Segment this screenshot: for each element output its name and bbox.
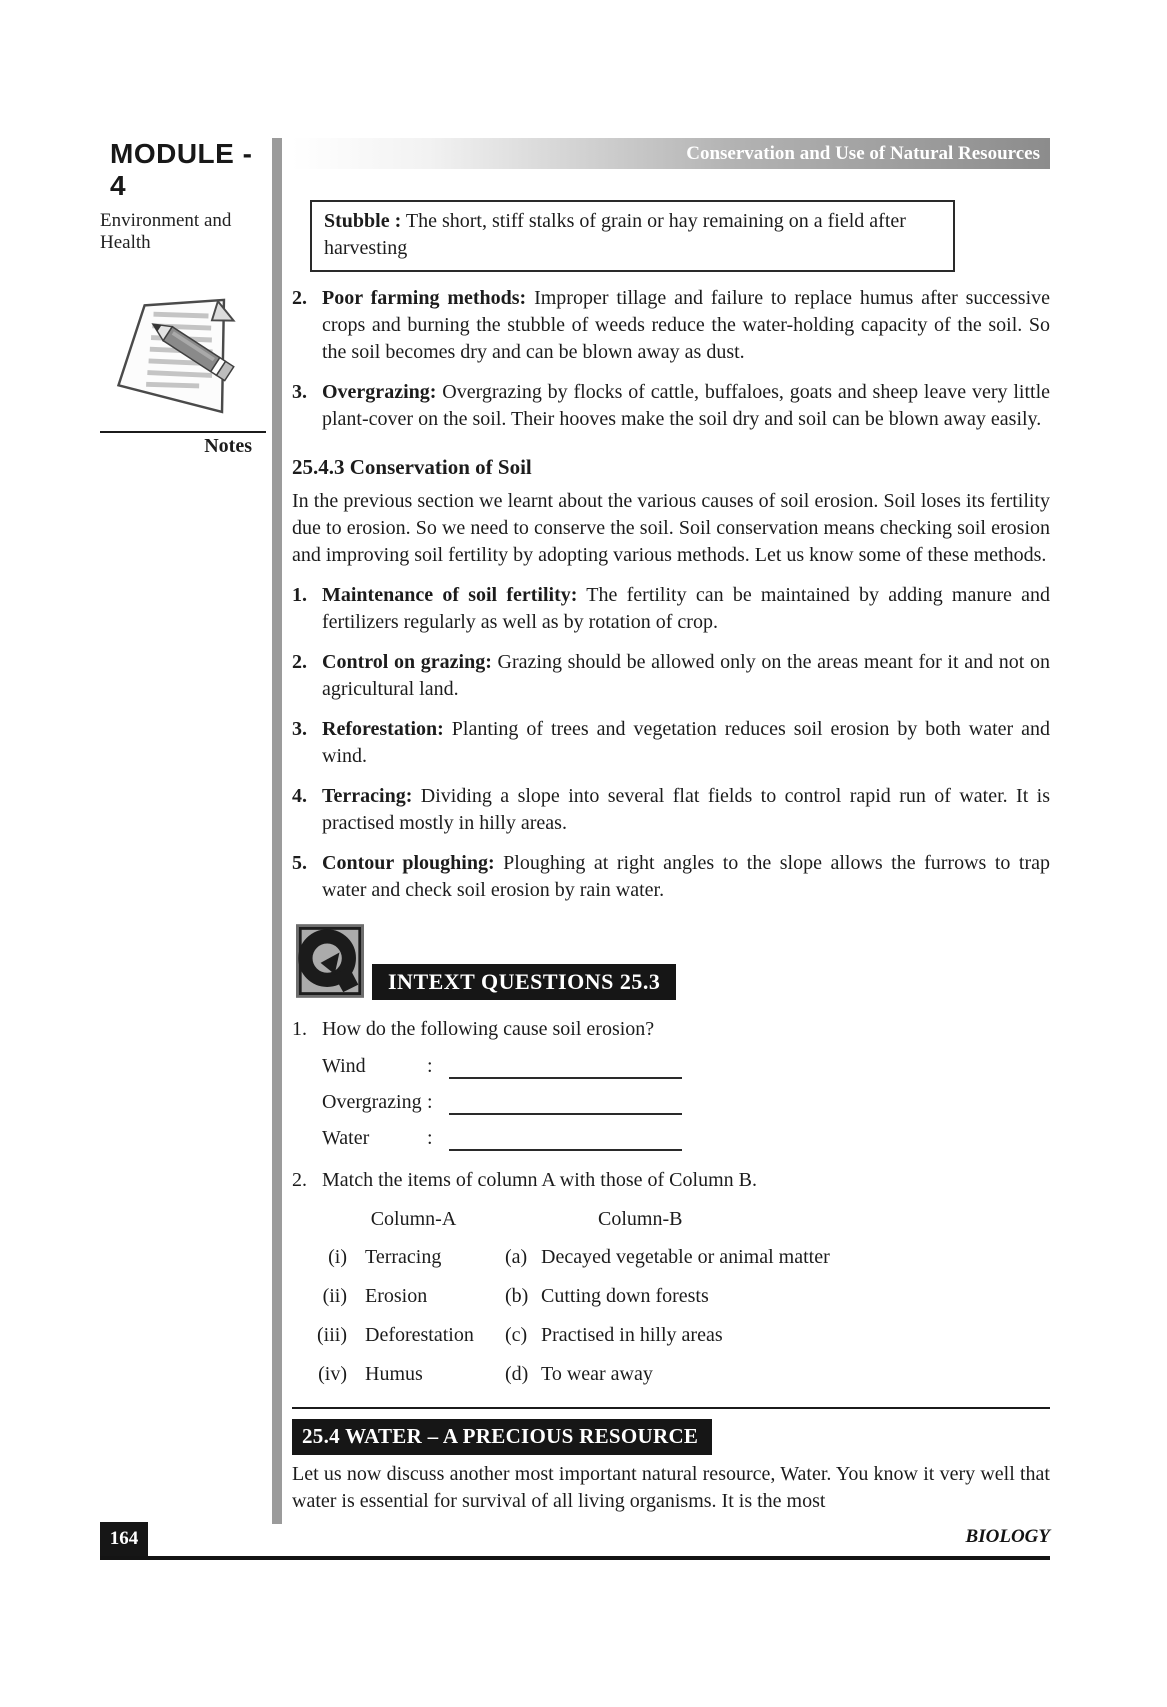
match-b-item: Cutting down forests (541, 1285, 709, 1307)
item-text: Dividing a slope into several flat fields to control rapid run of water. It is practised mostly in hilly areas. (322, 785, 1051, 834)
answer-blank-line (449, 1127, 682, 1151)
answer-colon: : (427, 1091, 433, 1113)
question-number: 1. (292, 1018, 307, 1040)
item-title: Overgrazing: (322, 381, 437, 403)
answer-row-overgrazing (322, 1089, 1050, 1115)
item-title: Control on grazing: (322, 651, 492, 673)
item-number: 2. (292, 651, 307, 673)
module-subtitle: Environment and Health (100, 210, 232, 253)
match-row (292, 1361, 1050, 1387)
column-a-header: Column-A (370, 1208, 457, 1230)
match-a-item: Humus (365, 1363, 423, 1385)
match-b-letter: (b) (505, 1285, 529, 1307)
water-section-heading: 25.4 WATER – A PRECIOUS RESOURCE (292, 1419, 712, 1455)
item-title: Terracing: (322, 785, 413, 807)
match-a-item: Deforestation (365, 1324, 474, 1346)
chapter-header-banner: Conservation and Use of Natural Resources (292, 138, 1050, 169)
answer-label: Water (322, 1127, 370, 1149)
item-text: Ploughing at right angles to the slope allows the furrows to trap water and check soil erosion by rain water. (322, 852, 1050, 901)
item-text: The fertility can be maintained by adding manure and fertilizers regularly as well as by rotation of crop. (322, 584, 1051, 633)
notes-icon (102, 282, 260, 424)
item-text: Overgrazing by flocks of cattle, buffaloes, goats and sheep leave very little plant-cover on the soil. Their hooves make the soil dry and soil can be blown away easily. (322, 381, 1050, 430)
answer-label: Wind (322, 1055, 366, 1077)
answer-row-wind (322, 1053, 1050, 1079)
match-a-number: (iv) (318, 1363, 347, 1385)
item-body (322, 379, 1050, 433)
item-number: 2. (292, 287, 307, 309)
list-item (292, 285, 1050, 366)
item-text: Planting of trees and vegetation reduces soil erosion by both water and wind. (322, 718, 1050, 767)
item-title: Maintenance of soil fertility: (322, 584, 578, 606)
match-a-item: Terracing (365, 1246, 442, 1268)
match-row (292, 1244, 1050, 1270)
question-text: Match the items of column A with those of Column B. (322, 1169, 757, 1191)
item-number: 4. (292, 785, 307, 807)
module-title: MODULE - 4 (110, 138, 253, 201)
column-divider (272, 138, 282, 1524)
match-a-number: (i) (328, 1246, 347, 1268)
intext-questions-title: INTEXT QUESTIONS 25.3 (372, 964, 676, 1000)
item-body (322, 582, 1050, 636)
question-1 (292, 1016, 1050, 1043)
match-b-letter: (c) (505, 1324, 528, 1346)
item-title: Reforestation: (322, 718, 444, 740)
list-item (292, 649, 1050, 703)
answer-colon: : (427, 1127, 433, 1149)
match-row (292, 1283, 1050, 1309)
list-item (292, 582, 1050, 636)
answer-colon: : (427, 1055, 433, 1077)
match-b-letter: (a) (505, 1246, 528, 1268)
list-item (292, 379, 1050, 433)
answer-label: Overgrazing (322, 1091, 422, 1113)
question-icon (296, 922, 364, 1000)
match-a-item: Erosion (365, 1285, 428, 1307)
list-item (292, 783, 1050, 837)
notes-divider (100, 431, 266, 433)
match-b-item: Practised in hilly areas (541, 1324, 723, 1346)
answer-blank-line (449, 1055, 682, 1079)
item-body (322, 649, 1050, 703)
answer-blank-line (449, 1091, 682, 1115)
match-b-item: To wear away (541, 1363, 653, 1385)
question-text: How do the following cause soil erosion? (322, 1018, 655, 1040)
match-a-number: (iii) (317, 1324, 347, 1346)
section-heading: 25.4.3 Conservation of Soil (292, 455, 532, 479)
item-text: Improper tillage and failure to replace humus after successive crops and burning the stubble of weeds reduce the water-holding capacity of the soil. So the soil becomes dry and can be blown away as dust. (322, 287, 1051, 363)
item-body (322, 850, 1050, 904)
answer-row-water (322, 1125, 1050, 1151)
intext-questions-header (296, 922, 1050, 1000)
item-number: 3. (292, 381, 307, 403)
subject-label: BIOLOGY (965, 1526, 1050, 1547)
water-section-intro: Let us now discuss another most important natural resource, Water. You know it very well that water is essential for survival of all living organisms. It is the most (292, 1463, 1050, 1512)
item-body (322, 285, 1050, 366)
definition-box (310, 200, 955, 272)
definition-term: Stubble : (324, 210, 402, 232)
column-b-header: Column-B (598, 1208, 683, 1230)
item-number: 5. (292, 852, 307, 874)
list-item (292, 850, 1050, 904)
question-number: 2. (292, 1169, 307, 1191)
match-row (292, 1322, 1050, 1348)
match-a-number: (ii) (322, 1285, 347, 1307)
main-content (292, 138, 1050, 1515)
item-title: Poor farming methods: (322, 287, 527, 309)
section-divider (292, 1407, 1050, 1409)
list-item (292, 716, 1050, 770)
match-column-headers (292, 1208, 1050, 1231)
section-intro: In the previous section we learnt about the various causes of soil erosion. Soil loses its fertility due to erosion. So we need to conserve the soil. Soil conservation means checking soil erosion and improving soil fertility by adopting various methods. Let us know some of these methods. (292, 490, 1050, 566)
question-2 (292, 1167, 1050, 1194)
item-body (322, 783, 1050, 837)
item-text: Grazing should be allowed only on the areas meant for it and not on agricultural land. (322, 651, 1050, 700)
item-title: Contour ploughing: (322, 852, 495, 874)
match-b-item: Decayed vegetable or animal matter (541, 1246, 830, 1268)
item-number: 3. (292, 718, 307, 740)
page-number: 164 (100, 1522, 148, 1556)
match-b-letter: (d) (505, 1363, 529, 1385)
definition-text: The short, stiff stalks of grain or hay remaining on a field after harvesting (324, 210, 906, 259)
footer-rule (100, 1556, 1050, 1560)
item-body (322, 716, 1050, 770)
module-sidebar (100, 138, 266, 458)
item-number: 1. (292, 584, 307, 606)
notes-label: Notes (204, 435, 252, 457)
